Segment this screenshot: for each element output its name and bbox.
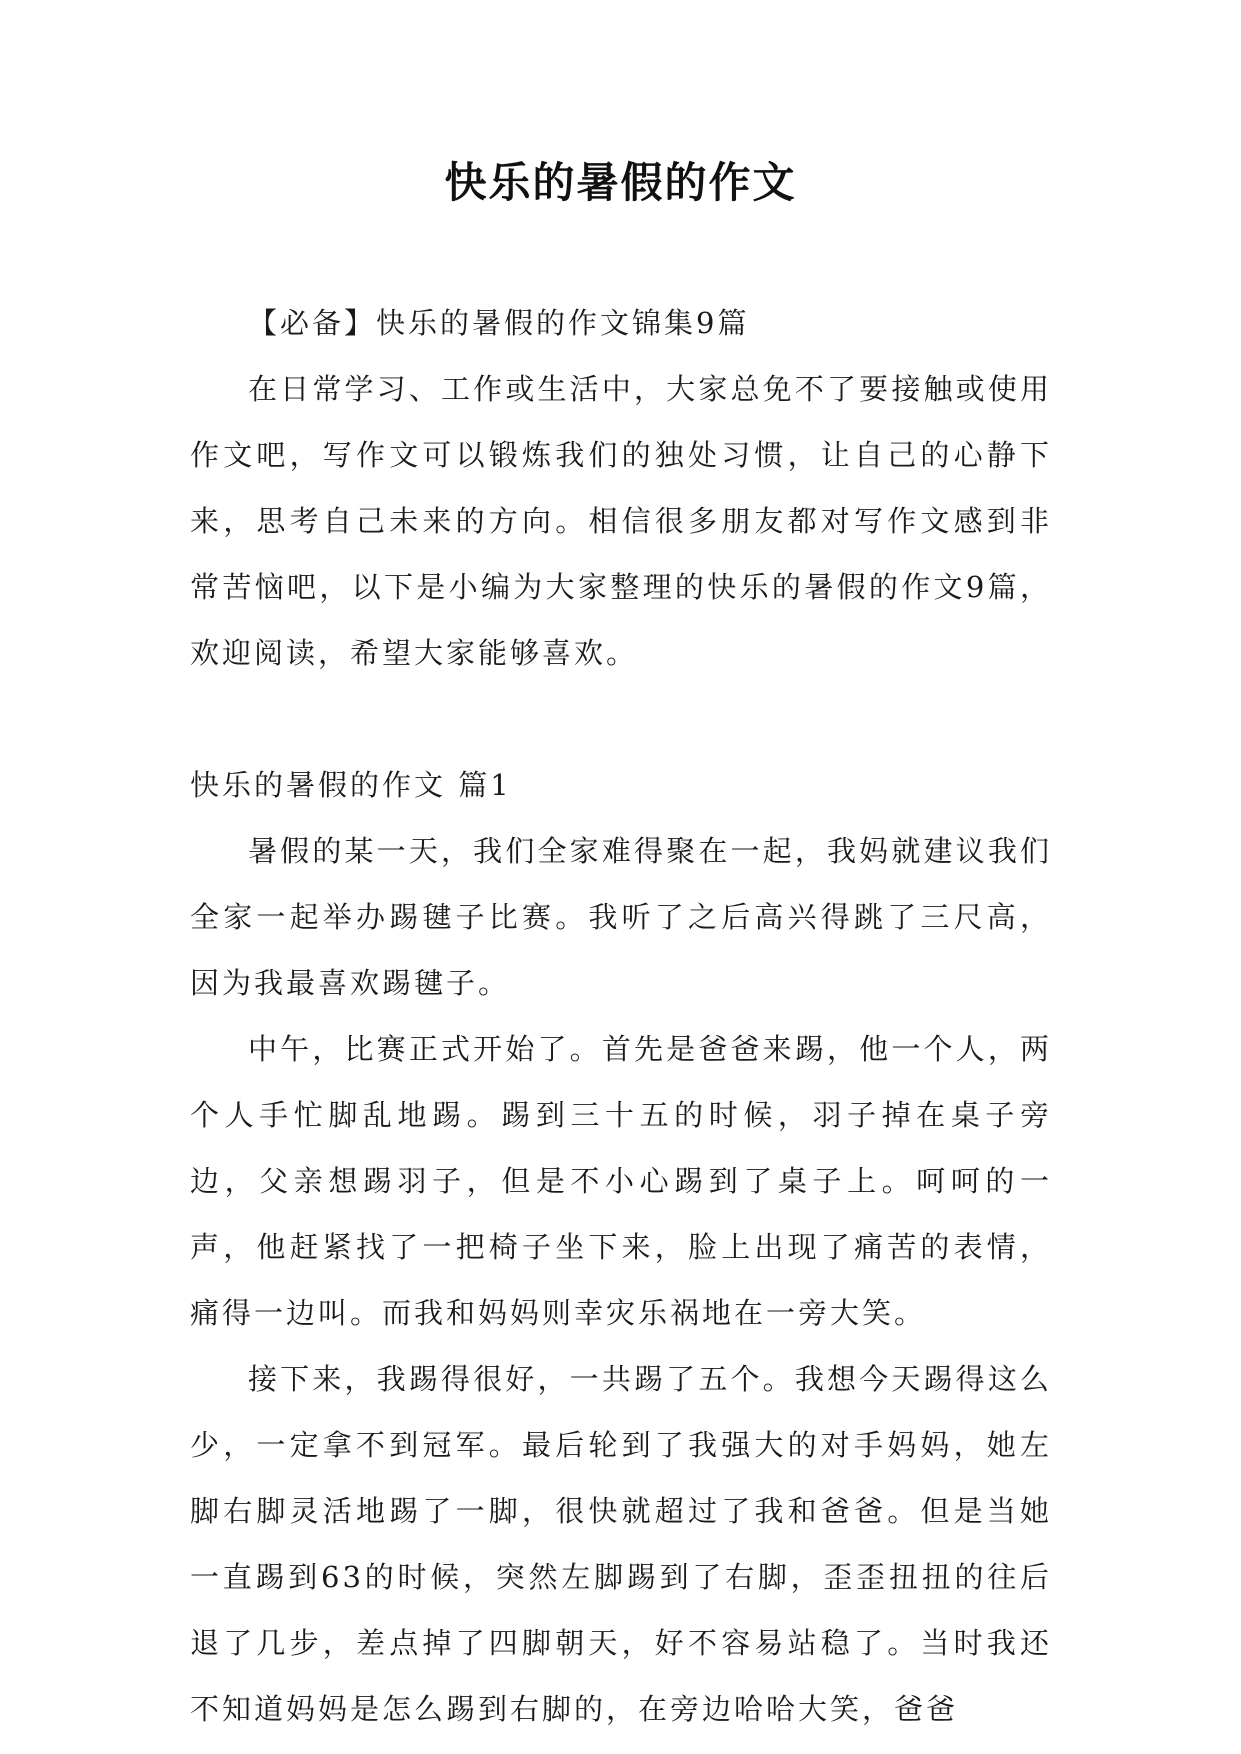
intro-paragraph: 在日常学习、工作或生活中，大家总免不了要接触或使用作文吧，写作文可以锻炼我们的独处习惯，让自己的心静下来，思考自己未来的方向。相信很多朋友都对写作文感到非常苦恼吧，以下是小编为大家整理的快乐的暑假的作文9篇，欢迎阅读，希望大家能够喜欢。 — [190, 372, 1052, 670]
body-paragraph-1: 暑假的某一天，我们全家难得聚在一起，我妈就建议我们全家一起举办踢毽子比赛。我听了之后高兴得跳了三尺高，因为我最喜欢踢毽子。 — [190, 834, 1052, 1000]
body-paragraph-3: 接下来，我踢得很好，一共踢了五个。我想今天踢得这么少，一定拿不到冠军。最后轮到了我强大的对手妈妈，她左脚右脚灵活地踢了一脚，很快就超过了我和爸爸。但是当她一直踢到63的时候，突然左脚踢到了右脚，歪歪扭扭的往后退了几步，差点掉了四脚朝天，好不容易站稳了。当时我还不知道妈妈是怎么踢到右脚的，在旁边哈哈大笑，爸爸 — [190, 1362, 1052, 1726]
section-title: 快乐的暑假的作文 篇1 — [190, 768, 512, 802]
document-title: 快乐的暑假的作文 — [444, 158, 797, 207]
body-paragraph-2: 中午，比赛正式开始了。首先是爸爸来踢，他一个人，两个人手忙脚乱地踢。踢到三十五的时候，羽子掉在桌子旁边，父亲想踢羽子，但是不小心踢到了桌子上。呵呵的一声，他赶紧找了一把椅子坐下来，脸上出现了痛苦的表情，痛得一边叫。而我和妈妈则幸灾乐祸地在一旁大笑。 — [190, 1032, 1052, 1330]
document-body — [190, 290, 1052, 1742]
intro-heading: 【必备】快乐的暑假的作文锦集9篇 — [248, 306, 750, 340]
